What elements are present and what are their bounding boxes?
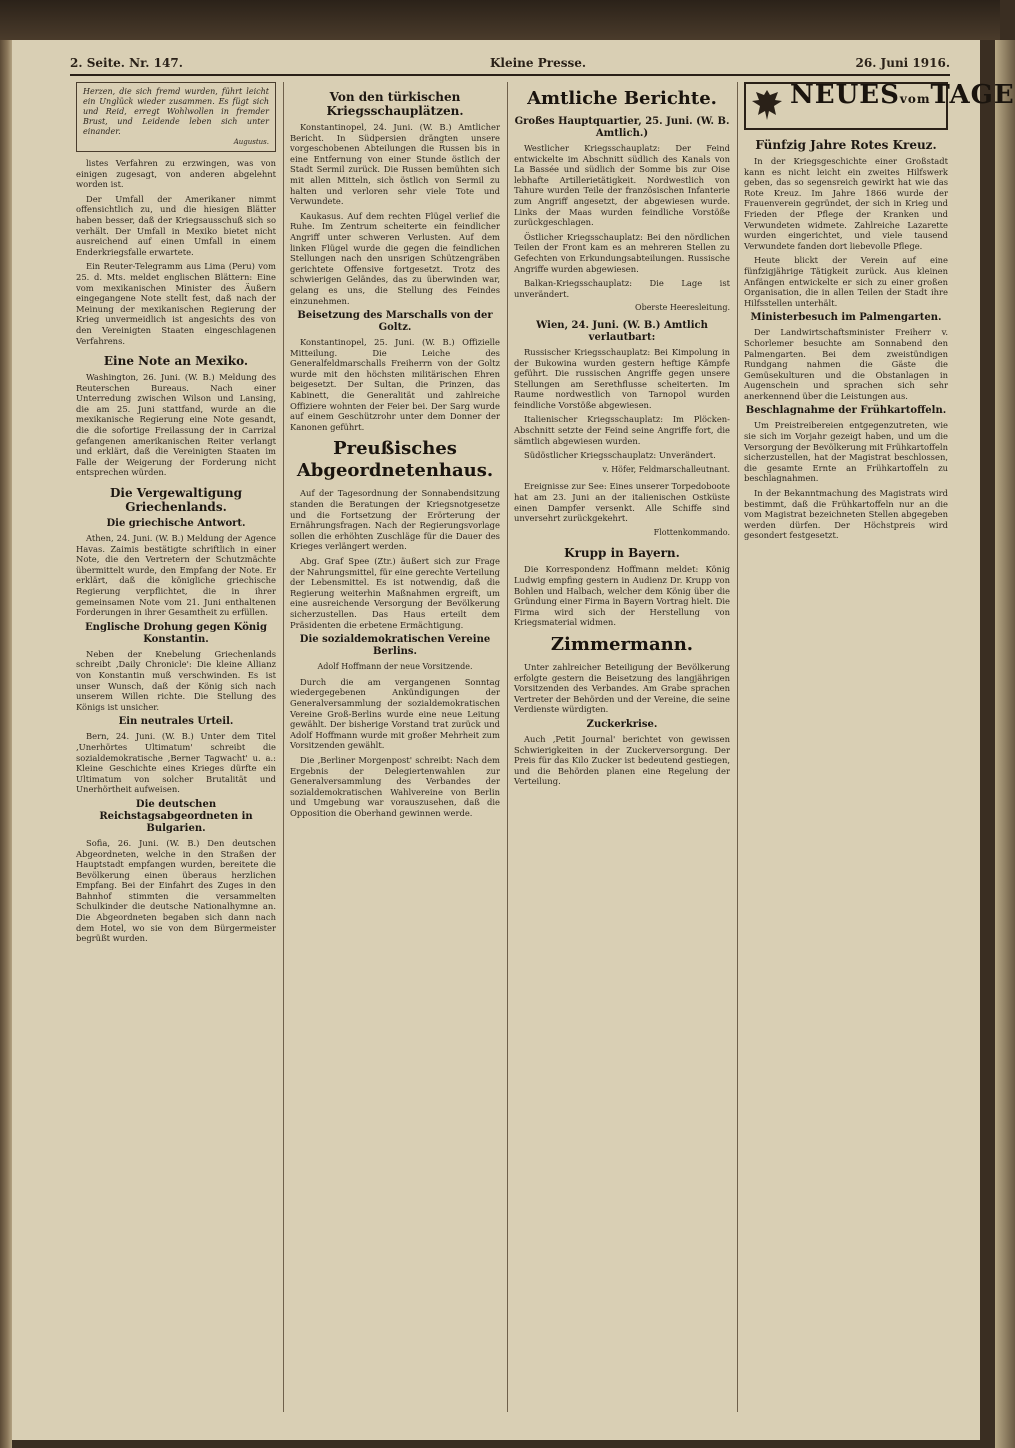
headline-neutral-verdict: Ein neutrales Urteil. <box>118 716 234 728</box>
paragraph: Neben der Knebelung Griechenlands schreibt ‚Daily Chronicle': Die kleine Allianz von Konstantin muß verschwinden. Es ist unser Wunsch, daß der König sich nach unserem Willen richte. Die Stellung des Königs ist unsicher. <box>76 648 276 712</box>
paragraph: Abg. Graf Spee (Ztr.) äußert sich zur Frage der Nahrungsmittel, für eine gerechte Verteilung der Lebensmittel. Es ist notwendig, daß die Regierung weiterhin Maßnahmen ergreift, um eine ausreichende Versorgung der Bevölkerung sicherzustellen. Das Haus erteilt dem Präsidenten die erbetene Ermächtigung. <box>290 556 500 630</box>
paragraph: Konstantinopel, 25. Juni. (W. B.) Offizielle Mitteilung. Die Leiche des Generalfeldmarschalls Freiherrn von der Goltz wurde mit den höchsten militärischen Ehren beigesetzt. Der Sultan, die Prinzen, das Kabinett, die Generalität und zahlreiche Offiziere wohnten der Feier bei. Der Sarg wurde auf einem Geschützrohr unter dem Donner der Kanonen geführt. <box>290 337 500 432</box>
headline-red-cross: Fünfzig Jahre Rotes Kreuz. <box>755 138 937 152</box>
paragraph: Italienischer Kriegsschauplatz: Im Plöcken-Abschnitt setzte der Feind seine Angriffe fort, die sämtlich abgewiesen wurden. <box>514 414 730 446</box>
paragraph: Ereignisse zur See: Eines unserer Torpedoboote hat am 23. Juni an der italienischen Ostküste einen Dampfer versenkt. Alle Schiffe sind unversehrt zurückgekehrt. <box>514 481 730 524</box>
header-rule <box>70 74 950 76</box>
paragraph: Athen, 24. Juni. (W. B.) Meldung der Agence Havas. Zaimis bestätigte schriftlich in einer Note, die den Vertretern der Schutzmächte übermittelt wurde, den Empfang der Note. Er erklärt, daß die königliche griechische Regierung verpflichtet, die in ihrer gemeinsamen Note vom 21. Juni enthaltenen Forderungen in ihrer Gesamtheit zu erfüllen. <box>76 533 276 618</box>
page-date: 26. Juni 1916. <box>855 56 950 70</box>
column-divider <box>507 82 508 1412</box>
paragraph: In der Bekanntmachung des Magistrats wird bestimmt, daß die Frühkartoffeln nur an die vom Magistrat bezeichneten Stellen abgegeben werden dürfen. Der Höchstpreis wird gesondert festgesetzt. <box>744 488 948 541</box>
headline-palm-garden: Ministerbesuch im Palmengarten. <box>750 312 942 324</box>
headline-social-democrats: Die sozialdemokratischen Vereine Berlins. <box>299 634 491 658</box>
paragraph: Die Korrespondenz Hoffmann meldet: König Ludwig empfing gestern in Audienz Dr. Krupp von Bohlen und Halbach, welcher dem König über die Gründung einer Firma in Bayern Vortrag hielt. Die Firma wird sich der Herstellung von Kriegsmaterial widmen. <box>514 564 730 628</box>
column-3 <box>514 82 730 1422</box>
headline-krupp: Krupp in Bayern. <box>564 546 680 561</box>
paragraph: Westlicher Kriegsschauplatz: Der Feind entwickelte im Abschnitt südlich des Kanals von La Bassée und südlich der Somme bis zur Oise lebhafte Artillerietätigkeit. Nordwestlich von Tahure wurden Teile der französischen Infanterie zum Angriff angesetzt, der abgewiesen wurde. Links der Maas wurden feindliche Vorstöße zurückgeschlagen. <box>514 143 730 228</box>
headline-england: Englische Drohung gegen König Konstantin. <box>85 621 267 645</box>
paragraph: Südöstlicher Kriegsschauplatz: Unverändert. <box>524 450 716 461</box>
newspaper-name: Kleine Presse. <box>490 56 587 70</box>
paragraph: Der Umfall der Amerikaner nimmt offensichtlich zu, und die hiesigen Blätter haben besser, daß der Kriegsausschuß sich so verhält. Der Umfall in Mexiko bietet nicht ausreichend auf einen Umfall in einem Enderkriegsfalle erwartete. <box>76 193 276 257</box>
headline-official-reports: Amtliche Berichte. <box>527 88 717 109</box>
page-header <box>70 56 950 74</box>
column-1 <box>76 82 276 1422</box>
signature: Flottenkommando. <box>653 527 730 537</box>
headline-turkish-front: Von den türkischen Kriegsschauplätzen. <box>326 90 464 118</box>
scan-top-edge <box>0 0 1000 40</box>
motto-text: Herzen, die sich fremd wurden, führt leicht ein Unglück wieder zusammen. Es fügt sich und Reid, erregt Wohlwollen in fremder Brust, und Leidende leben sich unter einander. <box>83 87 269 136</box>
paragraph: Um Preistreibereien entgegenzutreten, wie sie sich im Vorjahr gezeigt haben, und um die Versorgung der Bevölkerung mit Frühkartoffeln sicherzustellen, hat der Magistrat beschlossen, die gesamte Ernte an Frühkartoffeln zu beschlagnahmen. <box>744 420 948 484</box>
paragraph: Auch ‚Petit Journal' berichtet von gewissen Schwierigkeiten in der Zuckerversorgung. Der Preis für das Kilo Zucker ist bedeutend gestiegen, und die Behörden planen eine Regelung der Verteilung. <box>514 733 730 787</box>
masthead-neues-vom-tage <box>744 80 1015 130</box>
signature: Oberste Heeresleitung. <box>635 303 730 313</box>
masthead-title <box>790 80 1015 110</box>
scan-right-edge <box>995 40 1015 1448</box>
eagle-icon <box>750 87 784 123</box>
paragraph: Washington, 26. Juni. (W. B.) Meldung des Reuterschen Bureaus. Nach einer Unterredung zwischen Wilson und Lansing, die am 25. Juni stattfand, wurde an die mexikanische Regierung eine Note gesandt, die die sofortige Freilassung der in Carrizal gefangenen amerikanischen Reiter verlangt und erklärt, daß die Vereinigten Staaten im Falle der Weigerung der Forderung nicht entsprechen würden. <box>76 372 276 478</box>
column-2 <box>290 82 500 1422</box>
paragraph: Durch die am vergangenen Sonntag wiedergegebenen Ankündigungen der Generalversammlung der sozialdemokratischen Vereine Groß-Berlins wurde eine neue Leitung gewählt. Der bisherige Vorstand trat zurück und Adolf Hoffmann wurde mit großer Mehrheit zum Vorsitzenden gewählt. <box>290 676 500 751</box>
subheadline-social-democrats: Adolf Hoffmann der neue Vorsitzende. <box>317 662 473 672</box>
paragraph: Sofia, 26. Juni. (W. B.) Den deutschen Abgeordneten, welche in den Straßen der Hauptstadt empfangen wurden, bereitete die Bevölkerung einen überaus herzlichen Empfang. Bei der Einfahrt des Zuges in den Bahnhof stimmten die versammelten Schulkinder die deutsche Nationalhymne an. Die Abgeordneten begaben sich dann nach dem Hotel, wo sie von dem Bürgermeister begrüßt wurden. <box>76 837 276 944</box>
page-number: 2. Seite. Nr. 147. <box>70 56 183 70</box>
paragraph: Ein Reuter-Telegramm aus Lima (Peru) vom 25. d. Mts. meldet englischen Blättern: Eine vom mexikanischen Minister des Äußern eingegangene Note stellt fest, daß nach der Meinung der mexikanischen Regierung der Krieg unvermeidlich ist angesichts des von den Vereinigten Staaten eingeschlagenen Verfahrens. <box>76 261 276 346</box>
page-binding <box>0 40 12 1448</box>
paragraph: In der Kriegsgeschichte einer Großstadt kann es nicht leicht ein zweites Hilfswerk geben, das so segensreich gewirkt hat wie das Rote Kreuz. Im Jahre 1866 wurde der Frauenverein gegründet, der sich in Krieg und Frieden der Pflege der Kranken und Verwundeten widmete. Zahlreiche Lazarette wurden eingerichtet, und viele tausend Verwundete fanden dort liebevolle Pflege. <box>744 156 948 251</box>
paragraph: Der Landwirtschaftsminister Freiherr v. Schorlemer besuchte am Sonnabend den Palmengarten. Bei dem zweistündigen Rundgang nahmen die Gäste die Gemüsekulturen und die Obstanlagen in Augenschein und sprachen sich sehr anerkennend über die Leistungen aus. <box>744 327 948 401</box>
dateline-vienna: Wien, 24. Juni. (W. B.) Amtlich verlautbart: <box>536 319 708 343</box>
headline-greece: Die Vergewaltigung Griechenlands. <box>110 486 242 515</box>
headline-sugar-crisis: Zuckerkrise. <box>586 718 658 730</box>
masthead-small: vom <box>899 92 931 106</box>
headline-goltz: Beisetzung des Marschalls von der Goltz. <box>297 310 493 334</box>
paragraph: Kaukasus. Auf dem rechten Flügel verlief die Ruhe. Im Zentrum scheiterte ein feindlicher Angriff unter schweren Verlusten. Auf dem linken Flügel wurde die gegen die feindlichen Stellungen nach den unsrigen Schützengräben gerichtete Offensive fortgesetzt. Trotz des schwierigen Geländes, das zu überwinden war, gelang es uns, die Stellung des Feindes einzunehmen. <box>290 210 500 306</box>
paragraph: Balkan-Kriegsschauplatz: Die Lage ist unverändert. <box>514 278 730 299</box>
column-4 <box>744 80 1015 1422</box>
masthead-main: NEUES <box>790 80 900 110</box>
headline-bulgaria: Die deutschen Reichstagsabgeordneten in Bulgarien. <box>99 798 253 834</box>
headline-early-potatoes: Beschlagnahme der Frühkartoffeln. <box>745 405 947 417</box>
headline-zimmermann: Zimmermann. <box>550 633 694 655</box>
paragraph: Auf der Tagesordnung der Sonnabendsitzung standen die Beratungen der Kriegsnotgesetze und die Fortsetzung der Erörterung der Ernährungsfragen. Nach der Regierungsvorlage sollen die erhöhten Zuschläge für die Dauer des Krieges verlängert werden. <box>290 488 500 552</box>
paragraph: Die ‚Berliner Morgenpost' schreibt: Nach dem Ergebnis der Delegiertenwahlen zur Generalversammlung des Verbandes der sozialdemokratischen Wahlvereine von Berlin und Umgebung war vorauszusehen, daß die Opposition die Oberhand gewinnen werde. <box>290 754 500 818</box>
column-divider <box>737 82 738 1412</box>
paragraph: Unter zahlreicher Beteiligung der Bevölkerung erfolgte gestern die Beisetzung des langjährigen Vorsitzenden des Verbandes. Am Grabe sprachen Vertreter der Behörden und der Vereine, die seine Verdienste würdigten. <box>514 661 730 715</box>
masthead-end: TAGE <box>930 80 1015 110</box>
paragraph: Russischer Kriegsschauplatz: Bei Kimpolung in der Bukowina wurden gestern heftige Kämpfe geführt. Die russischen Angriffe gegen unsere Stellungen am Serethflusse scheiterten. Im Raume nordwestlich von Tarnopol wurden feindliche Vorstöße abgewiesen. <box>514 346 730 410</box>
motto-box <box>76 82 276 152</box>
signature: v. Höfer, Feldmarschalleutnant. <box>602 464 730 474</box>
column-divider <box>283 82 284 1412</box>
headline-prussian-house: Preußisches Abgeordnetenhaus. <box>296 438 494 482</box>
paragraph: Konstantinopel, 24. Juni. (W. B.) Amtlicher Bericht. In Südpersien drängten unsere vorgeschobenen Abteilungen die Russen bis in eine Entfernung von einer Stunde östlich der Stadt Sermil zurück. Die Russen bemühten sich mit allen Mitteln, sich östlich von Sermil zu halten und verloren sehr viele Tote und Verwundete. <box>290 122 500 207</box>
paragraph: Heute blickt der Verein auf eine fünfzigjährige Tätigkeit zurück. Aus kleinen Anfängen entwickelte er sich zu einer großen Organisation, die in allen Teilen der Stadt ihre Hilfsstellen unterhält. <box>744 255 948 308</box>
headline-mexico-note: Eine Note an Mexiko. <box>103 354 249 369</box>
paragraph: Östlicher Kriegsschauplatz: Bei den nördlichen Teilen der Front kam es an mehreren Stellen zu Gefechten von Erkundungsabteilungen. Russische Angriffe wurden abgewiesen. <box>514 231 730 274</box>
dateline-hq: Großes Hauptquartier, 25. Juni. (W. B. Amtlich.) <box>514 116 730 139</box>
paragraph: listes Verfahren zu erzwingen, was von einigen zugesagt, von anderen abgelehnt worden ist. <box>76 158 276 190</box>
subheadline-greek-answer: Die griechische Antwort. <box>106 518 246 530</box>
motto-author: Augustus. <box>233 138 269 146</box>
paragraph: Bern, 24. Juni. (W. B.) Unter dem Titel ‚Unerhörtes Ultimatum' schreibt die sozialdemokratische ‚Berner Tagwacht' u. a.: Kleine Geschichte eines Krieges dürfte ein Ultimatum von solcher Brutalität und Unerhörtheit aufweisen. <box>76 731 276 795</box>
